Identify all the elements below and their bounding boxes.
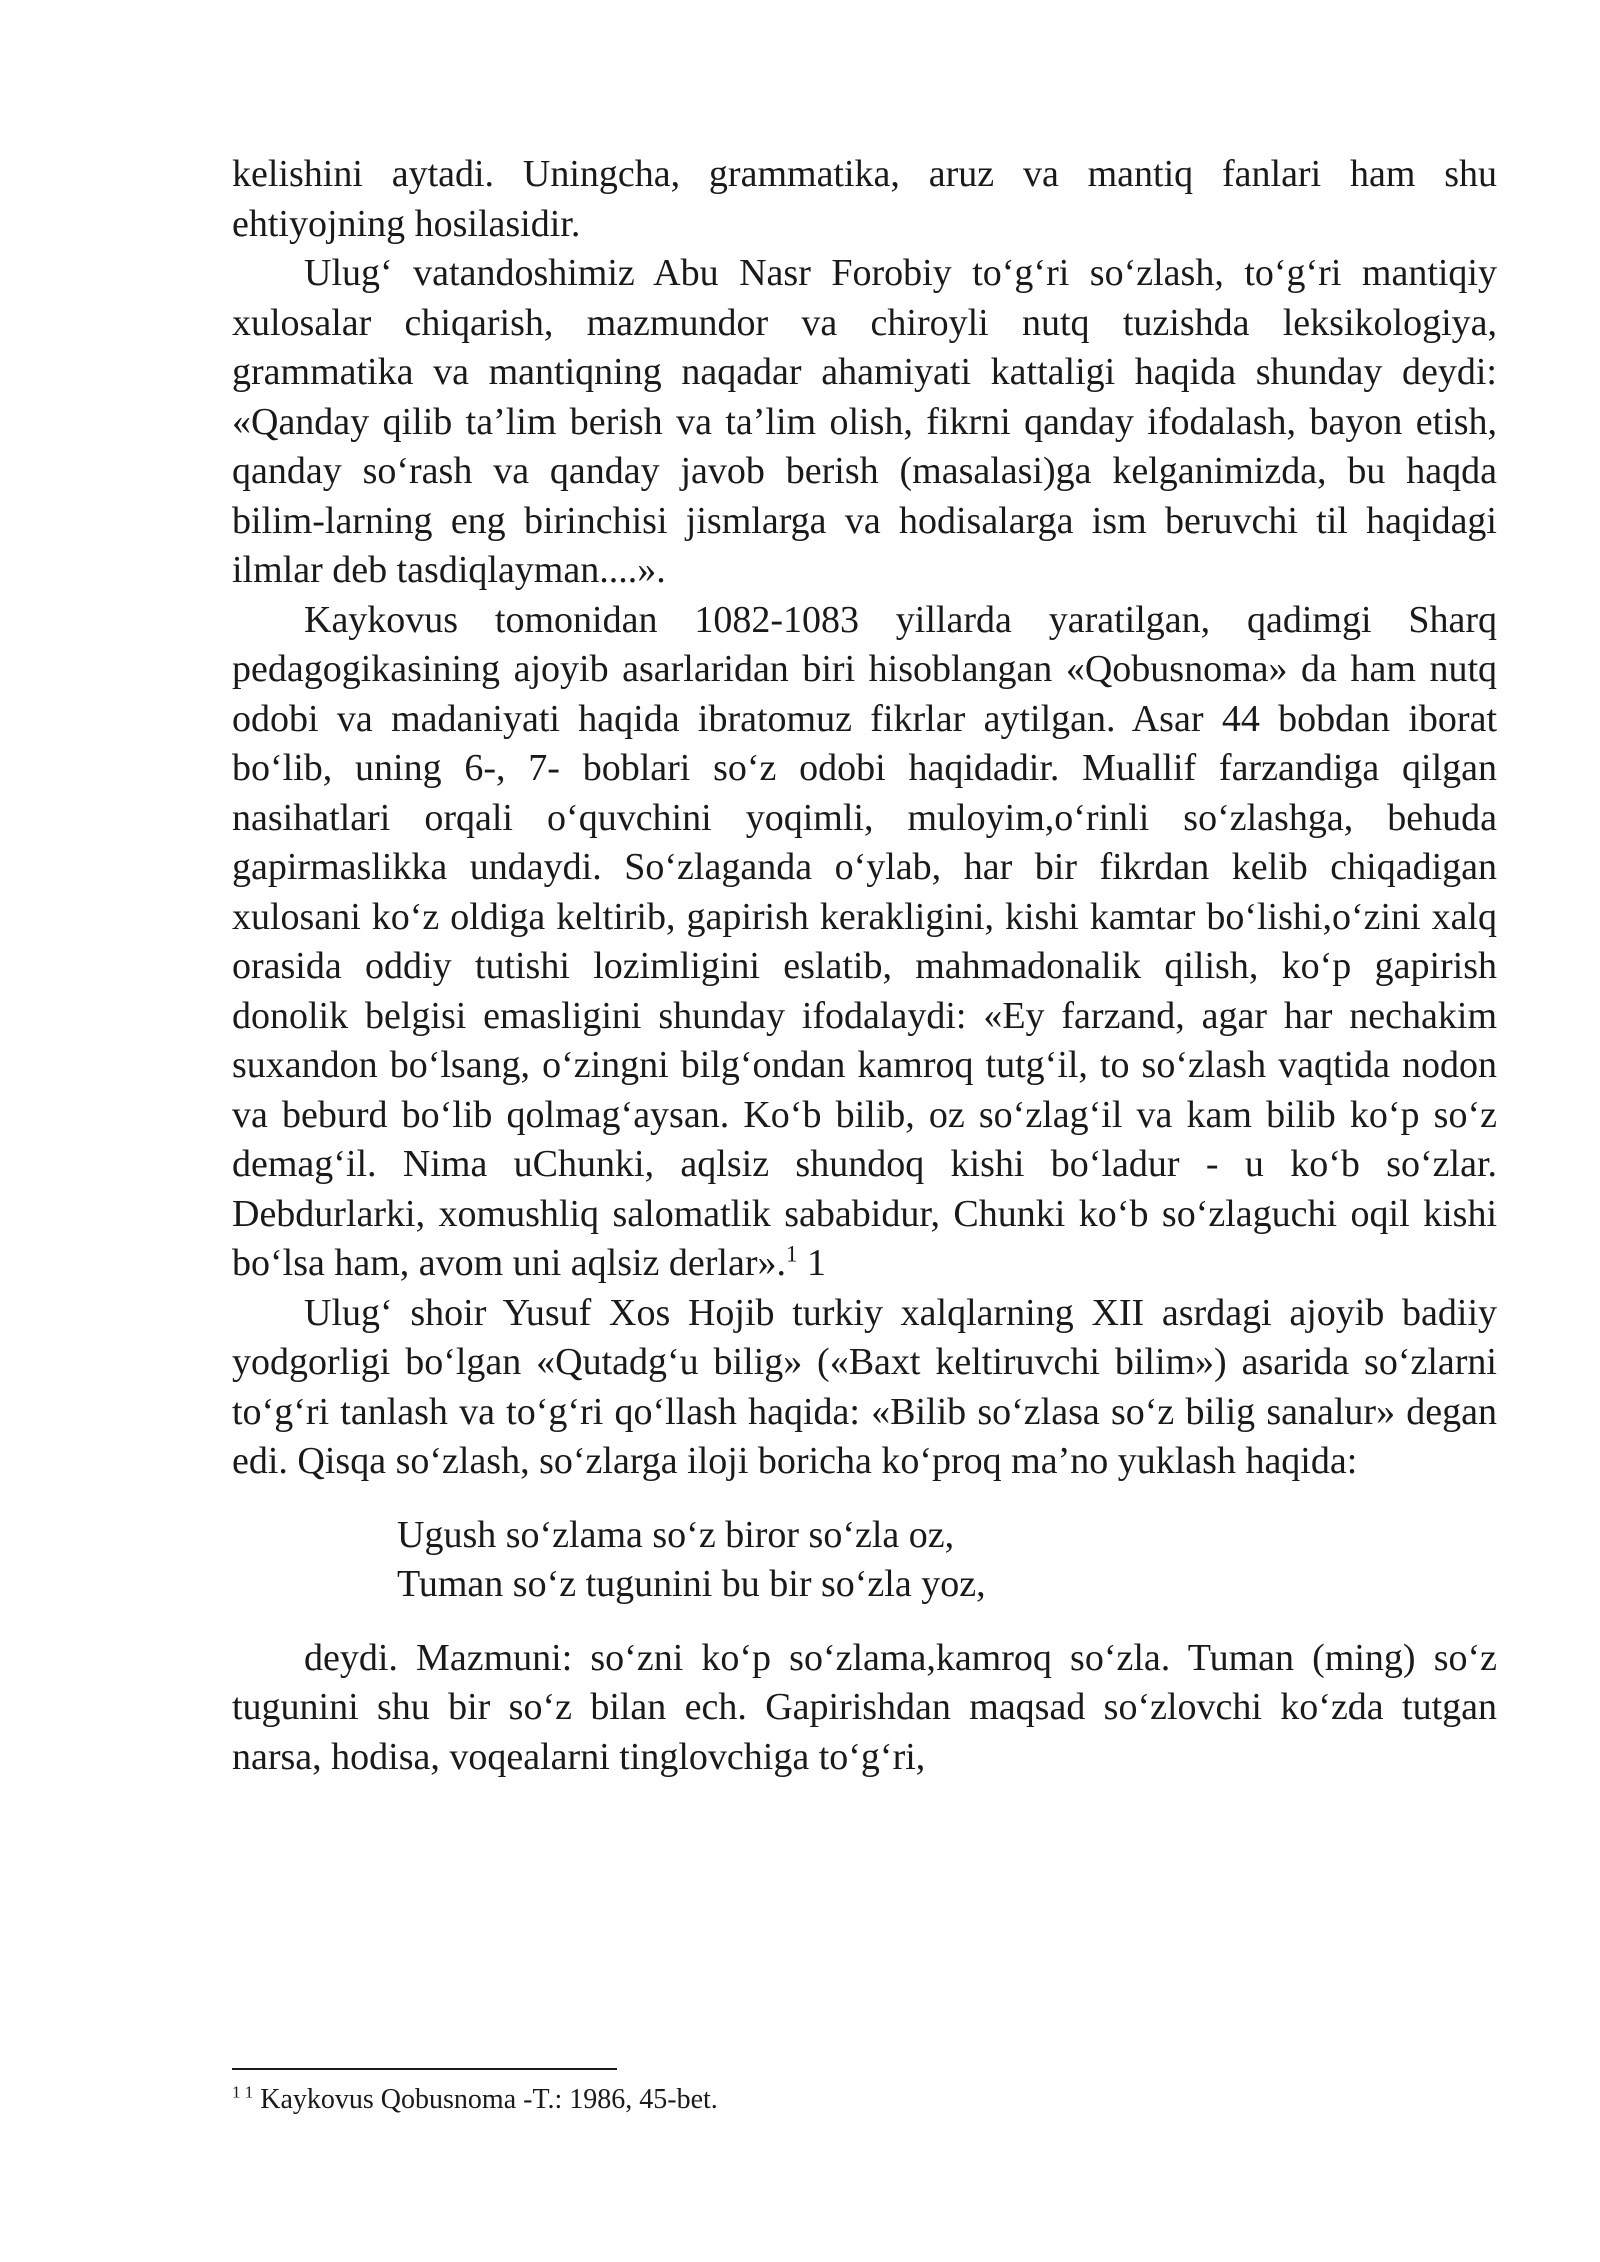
verse-quote — [397, 1511, 1497, 1610]
verse-line-1: Ugush so‘zlama so‘z biror so‘zla oz, — [397, 1513, 955, 1556]
verse-line-2: Tuman so‘z tugunini bu bir so‘zla yoz, — [397, 1563, 986, 1605]
page-body — [232, 150, 1497, 1782]
footnote-text: Kaykovus Qobusnoma -T.: 1986, 45-bet. — [253, 2084, 718, 2115]
paragraph-1: kelishini aytadi. Uningcha, grammatika, aruz va mantiq fanlari ham shu ehtiyojning hosilasidir. — [232, 153, 1497, 245]
paragraph-5: deydi. Mazmuni: so‘zni ko‘p so‘zlama,kamroq so‘zla. Tuman (ming) so‘z tugunini shu bir so‘z bilan ech. Gapirishdan maqsad so‘zlovchi ko‘zda tutgan narsa, hodisa, voqealarni tinglovchiga to‘g‘ri, — [232, 1636, 1497, 1778]
paragraph-3-trailing: 1 — [797, 1242, 827, 1284]
footnote-separator — [232, 2068, 617, 2070]
paragraph-2: Ulug‘ vatandoshimiz Abu Nasr Forobiy to‘g‘ri so‘zlash, to‘g‘ri mantiqiy xulosalar chiqarish, mazmundor va chiroyli nutq tuzishda leksikologiya, grammatika va mantiqning naqadar ahamiyati kattaligi haqida shunday deydi: «Qanday qilib ta’lim berish va ta’lim olish, fikrni qanday ifodalash, bayon etish, qanday so‘rash va qanday javob berish (masalasi)ga kelganimizda, bu haqda bilim-larning eng birinchisi jismlarga va hodisalarga ism beruvchi til haqidagi ilmlar deb tasdiqlayman....». — [232, 252, 1497, 591]
paragraph-3 — [232, 596, 1497, 1289]
footnote-reference[interactable]: 1 — [786, 1241, 798, 1267]
paragraph-3-text: Kaykovus tomonidan 1082-1083 yillarda yaratilgan, qadimgi Sharq pedagogikasining ajoyib asarlaridan biri hisoblangan «Qobusnoma» da ham nutq odobi va madaniyati haqida ibratomuz fikrlar aytilgan. Asar 44 bobdan iborat bo‘lib, uning 6-, 7- boblari so‘z odobi haqidadir. Muallif farzandiga qilgan nasihatlari orqali o‘quvchini yoqimli, muloyim,o‘rinli so‘zlashga, behuda gapirmaslikka undaydi. So‘zlaganda o‘ylab, har bir fikrdan kelib chiqadigan xulosani ko‘z oldiga keltirib, gapirish kerakligini, kishi kamtar bo‘lishi,o‘zini xalq orasida oddiy tutishi lozimligini eslatib, mahmadonalik qilish, ko‘p gapirish donolik belgisi emasligini shunday ifodalaydi: «Ey farzand, agar har nechakim suxandon bo‘lsang, o‘zingni bilg‘ondan kamroq tutg‘il, to so‘zlash vaqtida nodon va beburd bo‘lib qolmag‘aysan. Ko‘b bilib, oz so‘zlag‘il va kam bilib ko‘p so‘z demag‘il. Nima uChunki, aqlsiz shundoq kishi bo‘ladur - u ko‘b so‘zlar. Debdurlarki, xomushliq salomatlik sababidur, Chunki ko‘b so‘zlaguchi oqil kishi bo‘lsa ham, avom uni aqlsiz derlar». — [232, 598, 1497, 1284]
paragraph-4: Ulug‘ shoir Yusuf Xos Hojib turkiy xalqlarning XII asrdagi ajoyib badiiy yodgorligi bo‘lgan «Qutadg‘u bilig» («Baxt keltiruvchi bilim») asarida so‘zlarni to‘g‘ri tanlash va to‘g‘ri qo‘llash haqida: «Bilib so‘zlasa so‘z bilig sanalur» degan edi. Qisqa so‘zlash, so‘zlarga iloji boricha ko‘proq ma’no yuklash haqida: — [232, 1291, 1497, 1482]
footnote-marker: 1 1 — [232, 2082, 254, 2102]
footnote — [232, 2082, 718, 2118]
